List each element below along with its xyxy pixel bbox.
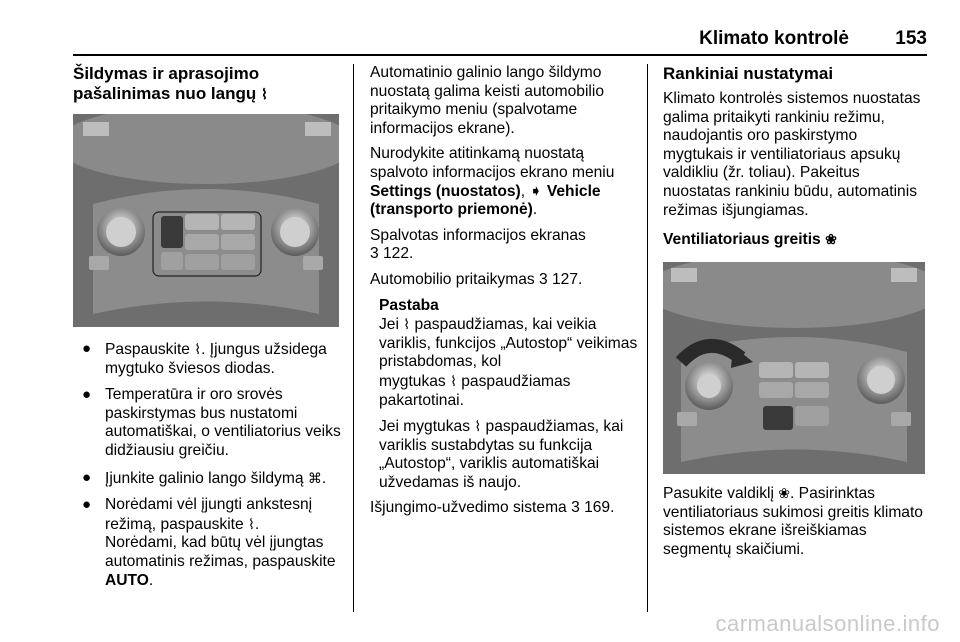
page-header xyxy=(73,30,927,52)
paragraph: Klimato kontrolės sistemos nuostatas galima pritaikyti rankiniu režimu, naudojantis oro paskirstymo mygtukais ir ventiliatoriaus apsukų valdikliu (žr. toliau). Pakeitus nuostatas rankiniu būdu, automatinis režimas išjungiamas. xyxy=(663,90,921,219)
climate-panel-photo-fan xyxy=(663,262,925,474)
fan-icon: ❀ xyxy=(825,231,837,248)
windshield-defrost-icon: ⌇ xyxy=(403,316,411,333)
page-number: 153 xyxy=(895,28,927,49)
subheading-fan-speed: Ventiliatoriaus greitis ❀ xyxy=(663,231,837,249)
note-title: Pastaba xyxy=(379,296,439,314)
windshield-defrost-icon: ⌇ xyxy=(261,86,268,102)
paragraph: Išjungimo-užvedimo sistema 3 169. xyxy=(370,499,615,517)
menu-path-vehicle: Vehicle (transporto priemonė) xyxy=(370,182,601,219)
watermark: carmanualsonline.info xyxy=(715,611,940,637)
paragraph: Spalvotas informacijos ekranas 3 122. xyxy=(370,226,586,263)
note-paragraph: Jei mygtukas ⌇ paspaudžiamas, kai variklis sustabdytas su funkcija „Autostop“, variklis automatiškai užvedamas iš naujo. xyxy=(379,418,624,491)
defrost-steps-list xyxy=(73,340,341,598)
page-reference[interactable]: 3 122. xyxy=(370,245,414,263)
section-heading-defrost: Šildymas ir aprasojimo pašalinimas nuo langų ⌇ xyxy=(73,64,268,103)
note-box xyxy=(370,297,640,493)
column-divider-1 xyxy=(353,64,354,612)
header-divider xyxy=(73,54,927,56)
windshield-defrost-icon: ⌇ xyxy=(474,418,482,435)
list-item: ● Norėdami vėl įjungti ankstesnį režimą, paspauskite ⌇. Norėdami, kad būtų vėl įjungtas automatinis režimas, paspauskite AUTO. xyxy=(82,496,336,589)
paragraph: Automatinio galinio lango šildymo nuostatą galima keisti automobilio pritaikymo meniu (spalvotame informacijos ekrane). xyxy=(370,64,605,137)
paragraph: Pasukite valdiklį ❀. Pasirinktas ventiliatoriaus sukimosi greitis klimato sistemos ekrane išreiškiamas segmentų skaičiumi. xyxy=(663,485,923,558)
fan-icon: ❀ xyxy=(778,485,791,501)
climate-panel-photo-defrost xyxy=(73,114,339,327)
windshield-defrost-icon: ⌇ xyxy=(248,515,255,532)
column-1 xyxy=(73,64,341,589)
page-reference[interactable]: 3 127. xyxy=(539,270,583,288)
note-paragraph: Jei ⌇ paspaudžiamas, kai veikia variklis, funkcijos „Autostop“ veikimas pristabdomas, kol mygtukas ⌇ paspaudžiamas pakartotinai. xyxy=(379,316,638,409)
menu-arrow-icon: ➧ xyxy=(529,182,543,200)
list-item: ● Temperatūra ir oro srovės paskirstymas bus nustatomi automatiškai, o ventiliatorius veiks didžiausiu greičiu. xyxy=(82,386,341,459)
paragraph: Automobilio pritaikymas 3 127. xyxy=(370,270,583,288)
windshield-defrost-icon: ⌇ xyxy=(450,372,457,389)
column-3 xyxy=(663,64,929,558)
list-item: ● Įjunkite galinio lango šildymą ⌘. xyxy=(82,468,327,487)
list-item: ● Paspauskite ⌇. Įjungus užsidega mygtuko šviesos diodas. xyxy=(82,340,327,377)
menu-path-settings: Settings (nuostatos) xyxy=(370,182,521,200)
rear-window-heater-icon: ⌘ xyxy=(307,469,322,486)
section-heading-manual: Rankiniai nustatymai xyxy=(663,64,834,83)
column-2 xyxy=(370,64,640,525)
windshield-defrost-icon: ⌇ xyxy=(194,341,202,357)
column-divider-2 xyxy=(647,64,648,612)
paragraph: Nurodykite atitinkamą nuostatą spalvoto informacijos ekrano meniu Settings (nuostatos), ➧ Vehicle (transporto priemonė). xyxy=(370,145,615,219)
page-reference[interactable]: 3 169. xyxy=(571,499,615,517)
chapter-title: Klimato kontrolė xyxy=(699,28,849,49)
